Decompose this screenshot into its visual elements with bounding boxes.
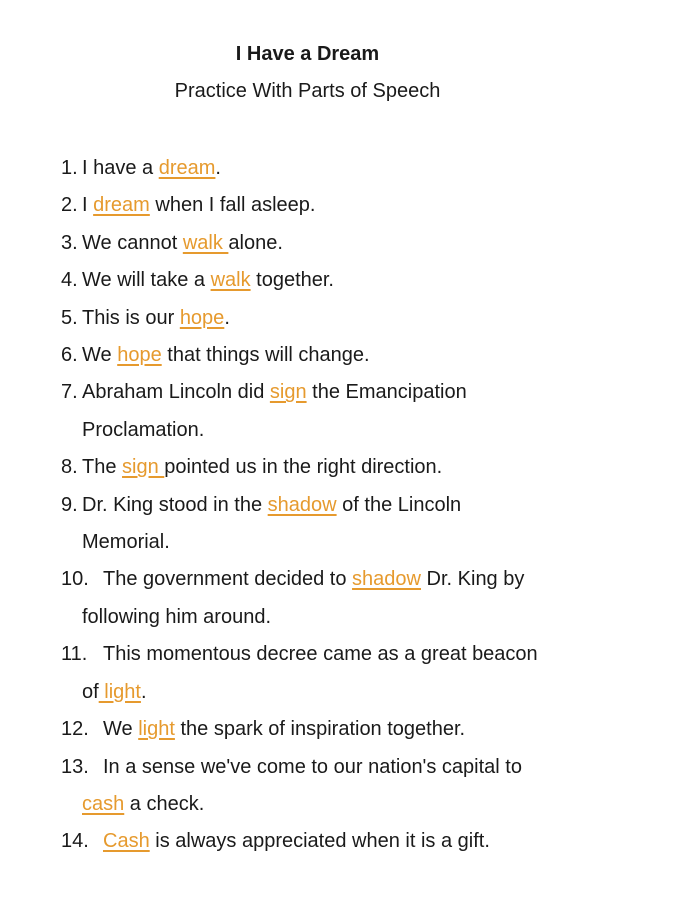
sentence-text: We xyxy=(82,344,118,367)
item-number: 9. xyxy=(61,493,78,516)
sentence-item xyxy=(61,374,621,449)
answer-word: walk xyxy=(182,231,229,254)
item-number: 2. xyxy=(61,194,78,217)
answer-word: cash xyxy=(82,792,125,815)
sentence-item xyxy=(61,636,621,711)
answer-word: hope xyxy=(179,306,225,329)
sentence-text: is always appreciated when it is a gift. xyxy=(149,830,490,853)
answer-word: light xyxy=(98,680,141,703)
item-number: 6. xyxy=(61,344,78,367)
item-number: 5. xyxy=(61,306,78,329)
sentence-item xyxy=(61,150,621,187)
sentence-continuation: following him around. xyxy=(82,605,271,628)
sentence-text: . xyxy=(140,680,147,703)
sentence-item xyxy=(61,300,621,337)
sentence-text: pointed us in the right direction. xyxy=(164,456,443,479)
sentence-item xyxy=(61,225,621,262)
sentence-item xyxy=(61,487,621,562)
item-number: 14. xyxy=(61,830,89,853)
sentence-text: alone. xyxy=(228,231,283,254)
sentence-text: that things will change. xyxy=(161,344,370,367)
sentence-continuation: Proclamation. xyxy=(82,418,205,441)
sentence-item xyxy=(61,449,621,486)
sentence-item xyxy=(61,749,621,824)
answer-word: shadow xyxy=(267,493,337,516)
sentence-text: We will take a xyxy=(82,269,211,292)
item-number: 11. xyxy=(61,643,88,666)
answer-word: dream xyxy=(93,194,150,217)
item-number: 4. xyxy=(61,269,78,292)
sentence-text: Dr. King by xyxy=(420,568,525,591)
sentence-text: together. xyxy=(250,269,334,292)
answer-word: shadow xyxy=(352,568,421,591)
worksheet-title: I Have a Dream xyxy=(235,43,380,65)
sentence-item xyxy=(61,711,621,748)
answer-word: hope xyxy=(117,344,162,367)
sentence-text: Dr. King stood in the xyxy=(82,493,268,516)
sentence-text: In a sense we've come to our nation's capital to xyxy=(103,755,522,778)
worksheet-subtitle: Practice With Parts of Speech xyxy=(174,80,441,102)
answer-word: Cash xyxy=(103,830,150,853)
sentence-text: I xyxy=(82,194,94,217)
answer-word: sign xyxy=(122,456,165,479)
answer-word: dream xyxy=(158,157,216,179)
sentence-text: I have a xyxy=(82,157,159,179)
sentence-continuation xyxy=(82,674,621,711)
sentence-text: The government decided to xyxy=(103,568,353,591)
sentence-text: . xyxy=(224,306,230,329)
item-number: 3. xyxy=(61,231,78,254)
sentence-item xyxy=(61,823,621,860)
item-number: 8. xyxy=(61,456,78,479)
sentence-text: We xyxy=(103,718,139,741)
sentence-text: the spark of inspiration together. xyxy=(174,718,466,741)
sentence-continuation xyxy=(82,786,621,823)
answer-word: walk xyxy=(210,269,251,292)
sentence-item xyxy=(61,337,621,374)
sentence-item xyxy=(61,561,621,636)
item-number: 7. xyxy=(61,381,78,404)
sentence-text: a check. xyxy=(124,792,205,815)
item-number: 10. xyxy=(61,568,89,591)
item-number: 13. xyxy=(61,755,89,778)
sentence-text: Abraham Lincoln did xyxy=(82,381,270,404)
item-number: 12. xyxy=(61,718,89,741)
answer-word: light xyxy=(138,718,175,741)
sentence-text: of xyxy=(82,680,99,703)
sentence-text: This is our xyxy=(82,306,180,329)
sentence-text: of the Lincoln xyxy=(336,493,462,516)
sentence-text: the Emancipation xyxy=(306,381,467,404)
sentence-text: . xyxy=(215,157,221,179)
sentence-text: when I fall asleep. xyxy=(149,194,316,217)
answer-word: sign xyxy=(269,381,307,404)
sentence-text: This momentous decree came as a great beacon xyxy=(103,643,538,666)
sentence-text: The xyxy=(82,456,123,479)
sentence-text: We cannot xyxy=(82,231,183,254)
sentence-continuation: Memorial. xyxy=(82,531,170,554)
sentence-list xyxy=(61,150,621,861)
item-number: 1. xyxy=(61,157,78,179)
sentence-item xyxy=(61,187,621,224)
sentence-item xyxy=(61,262,621,299)
